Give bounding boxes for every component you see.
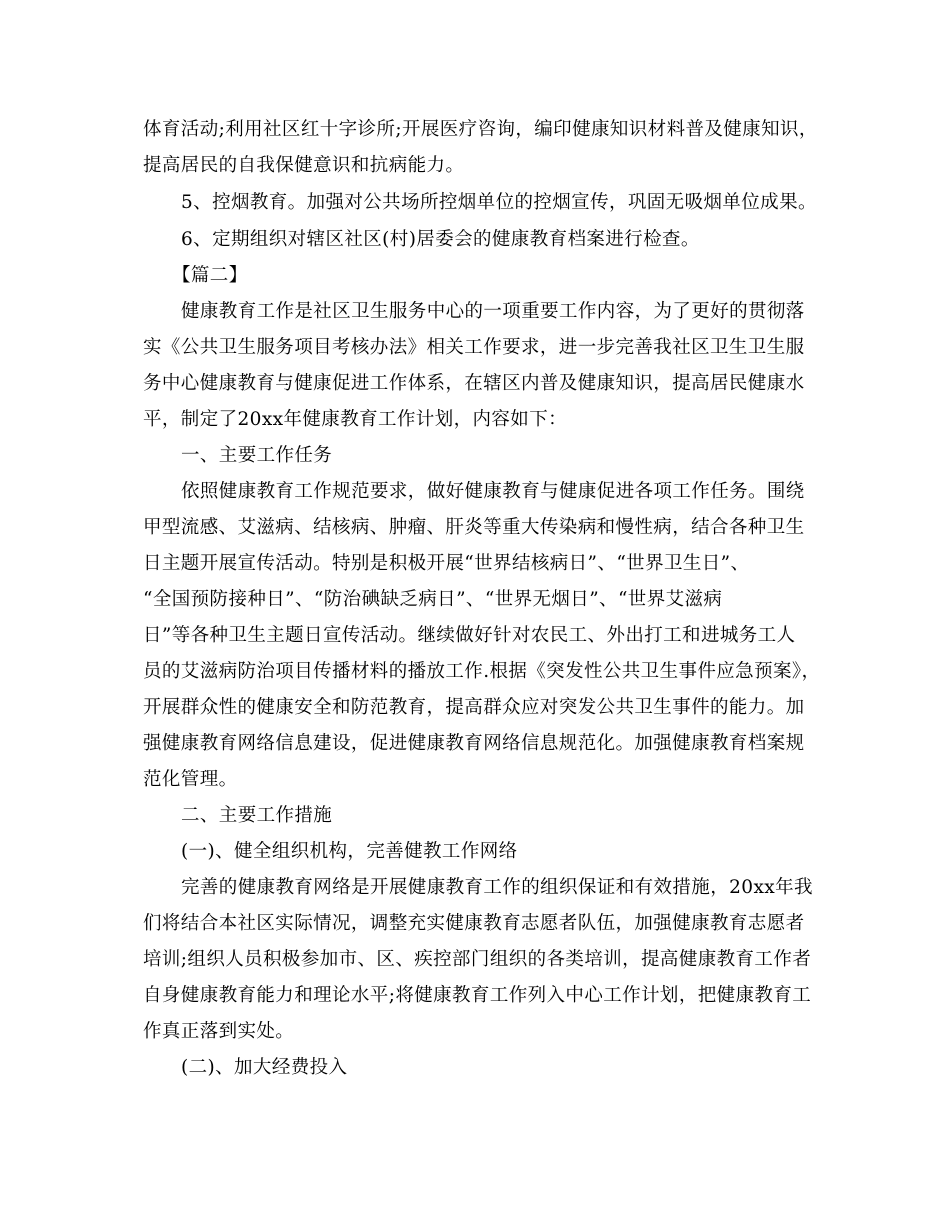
paragraph-line: 培训;组织人员积极参加市、区、疾控部门组织的各类培训，提高健康教育工作者 [143,949,812,970]
paragraph-line: 自身健康教育能力和理论水平;将健康教育工作列入中心工作计划，把健康教育工 [143,985,812,1006]
paragraph-line: 作真正落到实处。 [143,1021,295,1042]
section-heading: 一、主要工作任务 [181,445,333,466]
paragraph-line: 开展群众性的健康安全和防范教育，提高群众应对突发公共卫生事件的能力。加 [143,697,805,718]
subsection-heading: (二)、加大经费投入 [181,1057,348,1078]
paragraph-line: 健康教育工作是社区卫生服务中心的一项重要工作内容，为了更好的贯彻落 [181,301,805,322]
paragraph-line: 实《公共卫生服务项目考核办法》相关工作要求，进一步完善我社区卫生卫生服 [143,337,805,358]
paragraph-line: 5、控烟教育。加强对公共场所控烟单位的控烟宣传，巩固无吸烟单位成果。 [181,192,817,213]
section-heading: 二、主要工作措施 [181,805,333,826]
paragraph-line: 日主题开展宣传活动。特别是积极开展“世界结核病日”、“世界卫生日”、 [143,553,750,574]
paragraph-line: 完善的健康教育网络是开展健康教育工作的组织保证和有效措施，20xx年我 [181,877,813,898]
paragraph-line: “全国预防接种日”、“防治碘缺乏病日”、“世界无烟日”、“世界艾滋病 [143,589,723,610]
subsection-heading: (一)、健全组织机构，完善健教工作网络 [181,841,518,862]
section-heading: 【篇二】 [172,265,248,286]
paragraph-line: 提高居民的自我保健意识和抗病能力。 [143,155,465,176]
paragraph-line: 甲型流感、艾滋病、结核病、肿瘤、肝炎等重大传染病和慢性病，结合各种卫生 [143,517,805,538]
paragraph-line: 6、定期组织对辖区社区(村)居委会的健康教育档案进行检查。 [181,229,700,250]
paragraph-line: 范化管理。 [143,769,238,790]
paragraph-line: 务中心健康教育与健康促进工作体系，在辖区内普及健康知识，提高居民健康水 [143,373,805,394]
paragraph-line: 强健康教育网络信息建设，促进健康教育网络信息规范化。加强健康教育档案规 [143,733,805,754]
paragraph-line: 们将结合本社区实际情况，调整充实健康教育志愿者队伍，加强健康教育志愿者 [143,913,805,934]
paragraph-line: 依照健康教育工作规范要求，做好健康教育与健康促进各项工作任务。围绕 [181,481,805,502]
paragraph-line: 员的艾滋病防治项目传播材料的播放工作.根据《突发性公共卫生事件应急预案》， [143,661,821,682]
paragraph-line: 体育活动;利用社区红十字诊所;开展医疗咨询，编印健康知识材料普及健康知识， [143,119,818,140]
paragraph-line: 日”等各种卫生主题日宣传活动。继续做好针对农民工、外出打工和进城务工人 [143,625,796,646]
paragraph-line: 平，制定了20xx年健康教育工作计划，内容如下： [143,409,568,430]
